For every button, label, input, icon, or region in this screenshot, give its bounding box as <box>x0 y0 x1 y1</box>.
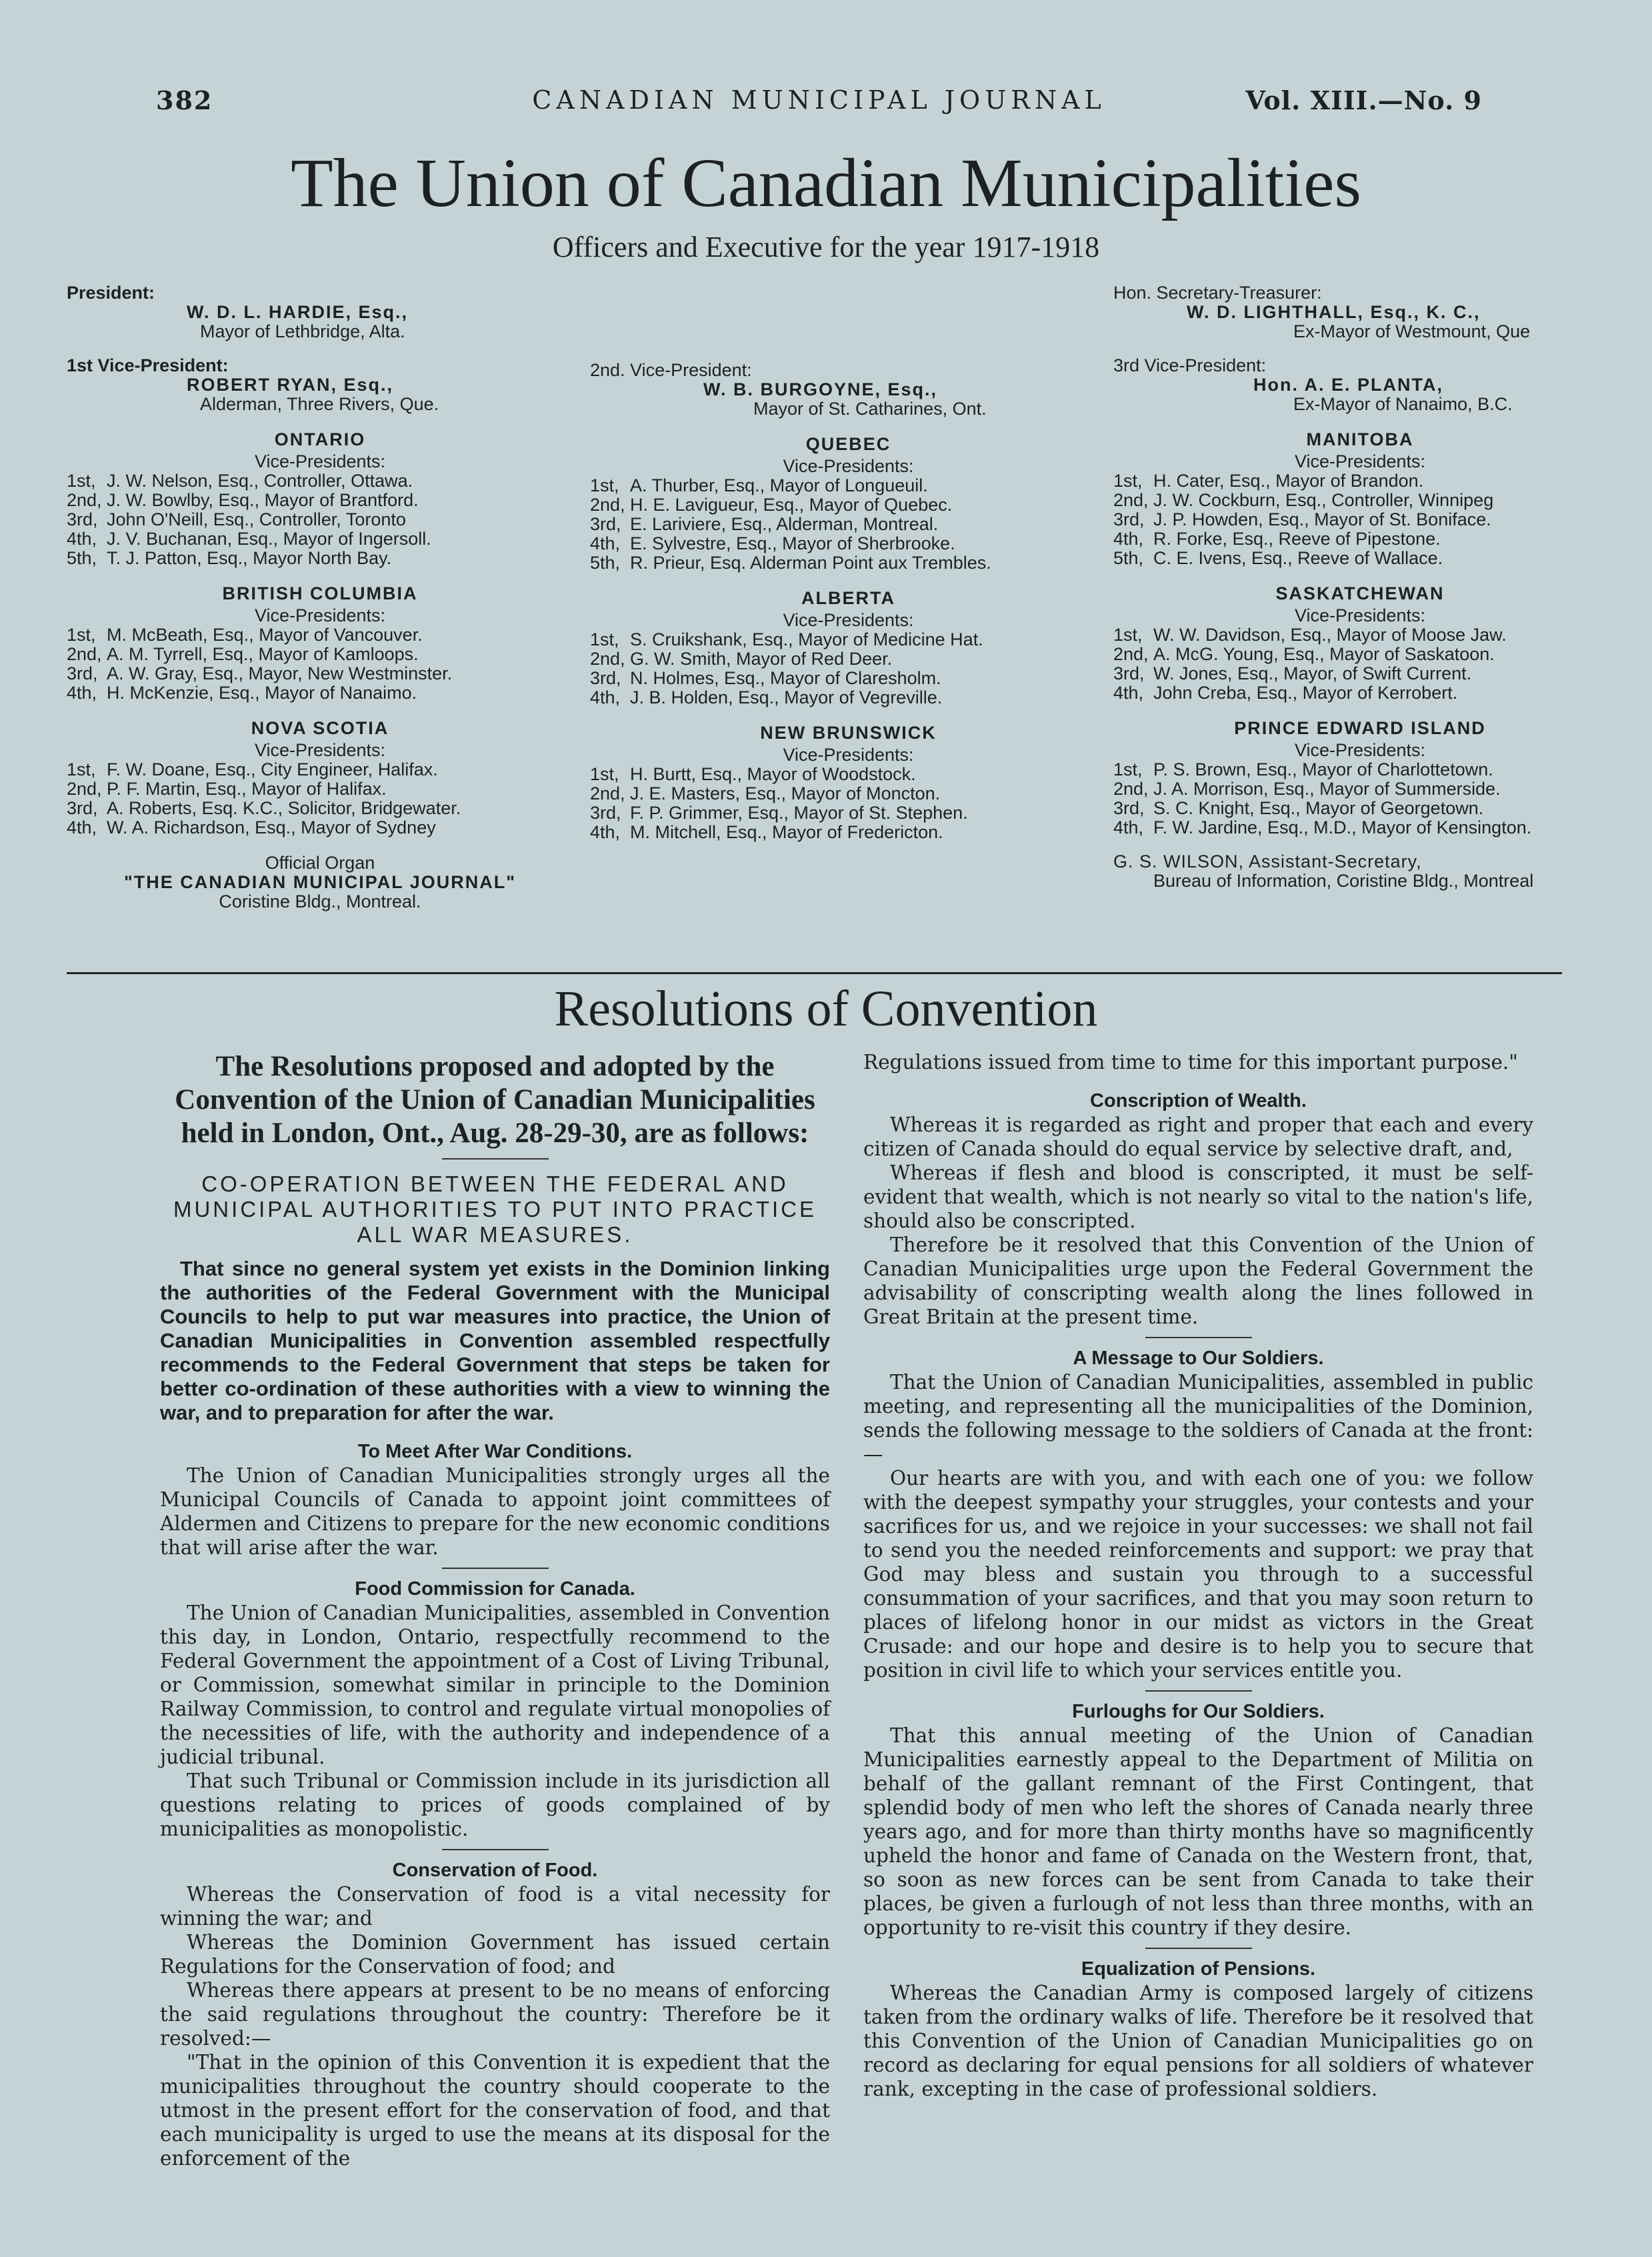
list-item: 2nd, P. F. Martin, Esq., Mayor of Halifax. <box>67 779 387 799</box>
conservation-p4: "That in the opinion of this Convention it is expedient that the municipalities throughout the country should cooperate to the utmost in the present effort for the conservation of food, and that each municipality is urged to use the means at its disposal for the enforcement of the <box>160 2051 830 2170</box>
list-item: 3rd, A. Roberts, Esq. K.C., Solicitor, Bridgewater. <box>67 798 461 818</box>
list-item: 4th, M. Mitchell, Esq., Mayor of Fredericton. <box>590 822 943 842</box>
vp-label: Vice-Presidents: <box>1294 605 1426 625</box>
vp-label: Vice-Presidents: <box>1294 451 1426 471</box>
short-rule <box>442 1849 549 1850</box>
list-item: 1st, A. Thurber, Esq., Mayor of Longueuil. <box>590 475 928 495</box>
volume-number: Vol. XIII.—No. 9 <box>1245 85 1482 115</box>
resolutions-intro: The Resolutions proposed and adopted by the Convention of the Union of Canadian Municipalities held in London, Ont., Aug. 28-29-30, are as follows: <box>175 1051 815 1149</box>
short-rule <box>1145 1948 1252 1949</box>
list-item: 1st, J. W. Nelson, Esq., Controller, Ottawa. <box>67 471 413 491</box>
food-commission-heading: Food Commission for Canada. <box>355 1578 635 1600</box>
list-item: 3rd, John O'Neill, Esq., Controller, Toronto <box>67 509 406 529</box>
vp-label: Vice-Presidents: <box>783 745 914 765</box>
secretary-title: Ex-Mayor of Westmount, Que <box>1293 321 1531 341</box>
conservation-p1: Whereas the Conservation of food is a vital necessity for winning the war; and <box>160 1883 830 1930</box>
short-rule <box>442 1158 549 1160</box>
short-rule <box>1145 1690 1252 1692</box>
vp3-title: Ex-Mayor of Nanaimo, B.C. <box>1293 394 1513 414</box>
resolutions-column-left <box>160 1050 830 2170</box>
vp1-label: 1st Vice-President: <box>67 355 229 375</box>
secretary-label: Hon. Secretary-Treasurer: <box>1113 283 1322 303</box>
after-war-heading: To Meet After War Conditions. <box>357 1441 633 1462</box>
message-heading: A Message to Our Soldiers. <box>1073 1348 1324 1369</box>
list-item: 4th, John Creba, Esq., Mayor of Kerrobert. <box>1113 683 1458 703</box>
pensions-text: Whereas the Canadian Army is composed largely of citizens taken from the ordinary walks of life. Therefore be it resolved that this Convention of the Union of Canadian Municipalities go on record as declaring for equal pensions for all soldiers of whatever rank, excepting in the case of professional soldiers. <box>863 1982 1533 2100</box>
list-item: 1st, W. W. Davidson, Esq., Mayor of Moose Jaw. <box>1113 625 1507 645</box>
page-number: 382 <box>156 85 213 115</box>
vp-label: Vice-Presidents: <box>254 605 386 625</box>
list-item: 1st, H. Cater, Esq., Mayor of Brandon. <box>1113 471 1424 491</box>
bureau-address: Bureau of Information, Coristine Bldg., Montreal <box>1153 871 1534 891</box>
food-commission-p2: That such Tribunal or Commission include in its jurisdiction all questions relating to prices of goods complained of by municipalities as monopolistic. <box>160 1770 830 1840</box>
vp3-label: 3rd Vice-President: <box>1113 355 1267 375</box>
province-heading-bc: BRITISH COLUMBIA <box>222 583 418 603</box>
province-heading-ns: NOVA SCOTIA <box>251 718 389 738</box>
list-item: 3rd, A. W. Gray, Esq., Mayor, New Westminster. <box>67 663 453 683</box>
wealth-p2: Whereas if flesh and blood is conscripted, it must be self-evident that wealth, which is not nearly so vital to the nation's life, should also be conscripted. <box>863 1162 1533 1232</box>
province-heading-nb: NEW BRUNSWICK <box>760 723 937 743</box>
conservation-p2: Whereas the Dominion Government has issued certain Regulations for the Conservation of food; and <box>160 1931 830 1978</box>
wealth-p1: Whereas it is regarded as right and proper that each and every citizen of Canada should do equal service by selective draft, and, <box>863 1113 1533 1160</box>
list-item: 3rd, S. C. Knight, Esq., Mayor of Georgetown. <box>1113 798 1484 818</box>
coop-heading: CO-OPERATION BETWEEN THE FEDERAL AND MUNICIPAL AUTHORITIES TO PUT INTO PRACTICE ALL WAR MEASURES. <box>173 1172 817 1247</box>
vp2-title: Mayor of St. Catharines, Ont. <box>753 399 987 419</box>
list-item: 2nd, J. W. Cockburn, Esq., Controller, Winnipeg <box>1113 490 1494 510</box>
page-subtitle: Officers and Executive for the year 1917-1918 <box>552 231 1100 263</box>
province-heading-alberta: ALBERTA <box>801 588 895 608</box>
province-heading-pei: PRINCE EDWARD ISLAND <box>1234 718 1486 738</box>
officers-column-1 <box>67 283 573 911</box>
list-item: 2nd, A. McG. Young, Esq., Mayor of Saskatoon. <box>1113 644 1495 664</box>
list-item: 4th, F. W. Jardine, Esq., M.D., Mayor of Kensington. <box>1113 817 1532 837</box>
short-rule <box>442 1568 549 1569</box>
list-item: 4th, J. B. Holden, Esq., Mayor of Vegreville. <box>590 687 943 707</box>
province-heading-quebec: QUEBEC <box>805 434 891 454</box>
list-item: 2nd, H. E. Lavigueur, Esq., Mayor of Quebec. <box>590 495 953 515</box>
vp2-name: W. B. BURGOYNE, Esq., <box>703 379 938 399</box>
page-title: The Union of Canadian Municipalities <box>291 145 1361 221</box>
president-title: Mayor of Lethbridge, Alta. <box>200 321 405 341</box>
vp1-title: Alderman, Three Rivers, Que. <box>200 394 439 414</box>
short-rule <box>1145 1337 1252 1338</box>
official-organ-label: Official Organ <box>265 853 375 873</box>
list-item: 3rd, W. Jones, Esq., Mayor, of Swift Current. <box>1113 663 1472 683</box>
vp-label: Vice-Presidents: <box>254 451 386 471</box>
vp-label: Vice-Presidents: <box>1294 740 1426 760</box>
section-divider <box>67 972 1562 974</box>
province-heading-ontario: ONTARIO <box>274 429 366 449</box>
vp-label: Vice-Presidents: <box>254 740 386 760</box>
list-item: 1st, F. W. Doane, Esq., City Engineer, Halifax. <box>67 759 438 779</box>
vp1-name: ROBERT RYAN, Esq., <box>187 375 394 395</box>
list-item: 3rd, J. P. Howden, Esq., Mayor of St. Boniface. <box>1113 509 1491 529</box>
list-item: 1st, P. S. Brown, Esq., Mayor of Charlottetown. <box>1113 759 1493 779</box>
list-item: 5th, T. J. Patton, Esq., Mayor North Bay. <box>67 548 392 568</box>
list-item: 3rd, E. Lariviere, Esq., Alderman, Montreal. <box>590 514 939 534</box>
vp-label: Vice-Presidents: <box>783 610 914 630</box>
furlough-text: That this annual meeting of the Union of Canadian Municipalities earnestly appeal to the Department of Militia on behalf of the gallant remnant of the First Contingent, that splendid body of men who left the shores of Canada nearly three years ago, and for more than thirty months have so magnificently upheld the honor and fame of Canada on the Western front, that, so soon as new forces can be sent from Canada to take their places, be given a furlough of not less than three months, with an opportunity to re-visit this country if they desire. <box>863 1724 1533 1939</box>
list-item: 2nd, J. W. Bowlby, Esq., Mayor of Brantford. <box>67 490 419 510</box>
list-item: 4th, W. A. Richardson, Esq., Mayor of Sydney <box>67 817 436 837</box>
official-organ-address: Coristine Bldg., Montreal. <box>219 891 421 911</box>
assistant-secretary: G. S. WILSON, Assistant-Secretary, <box>1113 851 1422 871</box>
wealth-heading: Conscription of Wealth. <box>1090 1090 1307 1111</box>
running-header <box>156 85 1482 119</box>
president-label: President: <box>67 283 155 303</box>
list-item: 4th, H. McKenzie, Esq., Mayor of Nanaimo. <box>67 683 417 703</box>
president-name: W. D. L. HARDIE, Esq., <box>187 302 409 322</box>
list-item: 1st, M. McBeath, Esq., Mayor of Vancouver. <box>67 625 423 645</box>
message-p1: That the Union of Canadian Municipalities, assembled in public meeting, and representing all the municipalities of the Dominion, sends the following message to the soldiers of Canada at the front:— <box>863 1371 1533 1466</box>
list-item: 2nd, A. M. Tyrrell, Esq., Mayor of Kamloops. <box>67 644 419 664</box>
conservation-continued: Regulations issued from time to time for this important purpose." <box>863 1051 1518 1073</box>
officers-column-2 <box>590 283 1107 842</box>
province-heading-sask: SASKATCHEWAN <box>1275 583 1445 603</box>
journal-name: CANADIAN MUNICIPAL JOURNAL <box>532 85 1106 115</box>
officers-column-3 <box>1113 283 1607 891</box>
list-item: 1st, H. Burtt, Esq., Mayor of Woodstock. <box>590 764 916 784</box>
secretary-name: W. D. LIGHTHALL, Esq., K. C., <box>1187 302 1481 322</box>
list-item: 1st, S. Cruikshank, Esq., Mayor of Medicine Hat. <box>590 629 983 649</box>
official-organ-name: "THE CANADIAN MUNICIPAL JOURNAL" <box>123 872 517 892</box>
coop-text: That since no general system yet exists in the Dominion linking the authorities of the Federal Government with the Municipal Councils to help to put war measures into practice, the Union of Canadian Municipalities in Convention assembled respectfully recommends to the Federal Government that steps be taken for better co-ordination of these authorities with a view to winning the war, and to preparation for after the war. <box>160 1257 830 1424</box>
message-p2: Our hearts are with you, and with each one of you: we follow with the deepest sympathy your struggles, your contests and your sacrifices for us, and we rejoice in your successes: we shall not fail to send you the needed reinforcements and support: we pray that God may bless and sustain you through to a successful consummation of your sacrifices, and that you may soon return to places of lifelong honor in our midst as victors in the Great Crusade: and our hope and desire is to help you to secure that position in civil life to which your services entitle you. <box>863 1467 1533 1682</box>
vp2-label: 2nd. Vice-President: <box>590 360 752 380</box>
resolutions-title: Resolutions of Convention <box>554 981 1098 1037</box>
conservation-heading: Conservation of Food. <box>392 1860 598 1881</box>
resolutions-column-right <box>863 1050 1533 2101</box>
list-item: 5th, R. Prieur, Esq. Alderman Point aux Trembles. <box>590 553 991 573</box>
list-item: 5th, C. E. Ivens, Esq., Reeve of Wallace. <box>1113 548 1443 568</box>
conservation-p3: Whereas there appears at present to be no means of enforcing the said regulations throughout the country: Therefore be it resolved:— <box>160 1979 830 2050</box>
province-heading-manitoba: MANITOBA <box>1306 429 1414 449</box>
pensions-heading: Equalization of Pensions. <box>1081 1958 1316 1980</box>
list-item: 4th, R. Forke, Esq., Reeve of Pipestone. <box>1113 529 1441 549</box>
list-item: 3rd, N. Holmes, Esq., Mayor of Claresholm. <box>590 668 941 688</box>
furlough-heading: Furloughs for Our Soldiers. <box>1072 1701 1325 1722</box>
list-item: 4th, E. Sylvestre, Esq., Mayor of Sherbrooke. <box>590 533 955 553</box>
after-war-text: The Union of Canadian Municipalities strongly urges all the Municipal Councils of Canada to appoint joint committees of Aldermen and Citizens to prepare for the new economic conditions that will arise after the war. <box>160 1464 830 1559</box>
list-item: 2nd, J. E. Masters, Esq., Mayor of Moncton. <box>590 783 941 803</box>
list-item: 2nd, J. A. Morrison, Esq., Mayor of Summerside. <box>1113 779 1501 799</box>
vp-label: Vice-Presidents: <box>783 456 914 476</box>
vp3-name: Hon. A. E. PLANTA, <box>1253 375 1443 395</box>
food-commission-p1: The Union of Canadian Municipalities, assembled in Convention this day, in London, Ontario, respectfully recommend to the Federal Government the appointment of a Cost of Living Tribunal, or Commission, somewhat similar in principle to the Dominion Railway Commission, to control and regulate virtual monopolies of the necessities of life, with the authority and independence of a judicial tribunal. <box>160 1602 830 1768</box>
list-item: 3rd, F. P. Grimmer, Esq., Mayor of St. Stephen. <box>590 803 968 823</box>
list-item: 2nd, G. W. Smith, Mayor of Red Deer. <box>590 649 893 669</box>
wealth-p3: Therefore be it resolved that this Convention of the Union of Canadian Municipalities urge upon the Federal Government the advisability of conscripting wealth along the lines followed in Great Britain at the present time. <box>863 1234 1533 1328</box>
list-item: 4th, J. V. Buchanan, Esq., Mayor of Ingersoll. <box>67 529 431 549</box>
